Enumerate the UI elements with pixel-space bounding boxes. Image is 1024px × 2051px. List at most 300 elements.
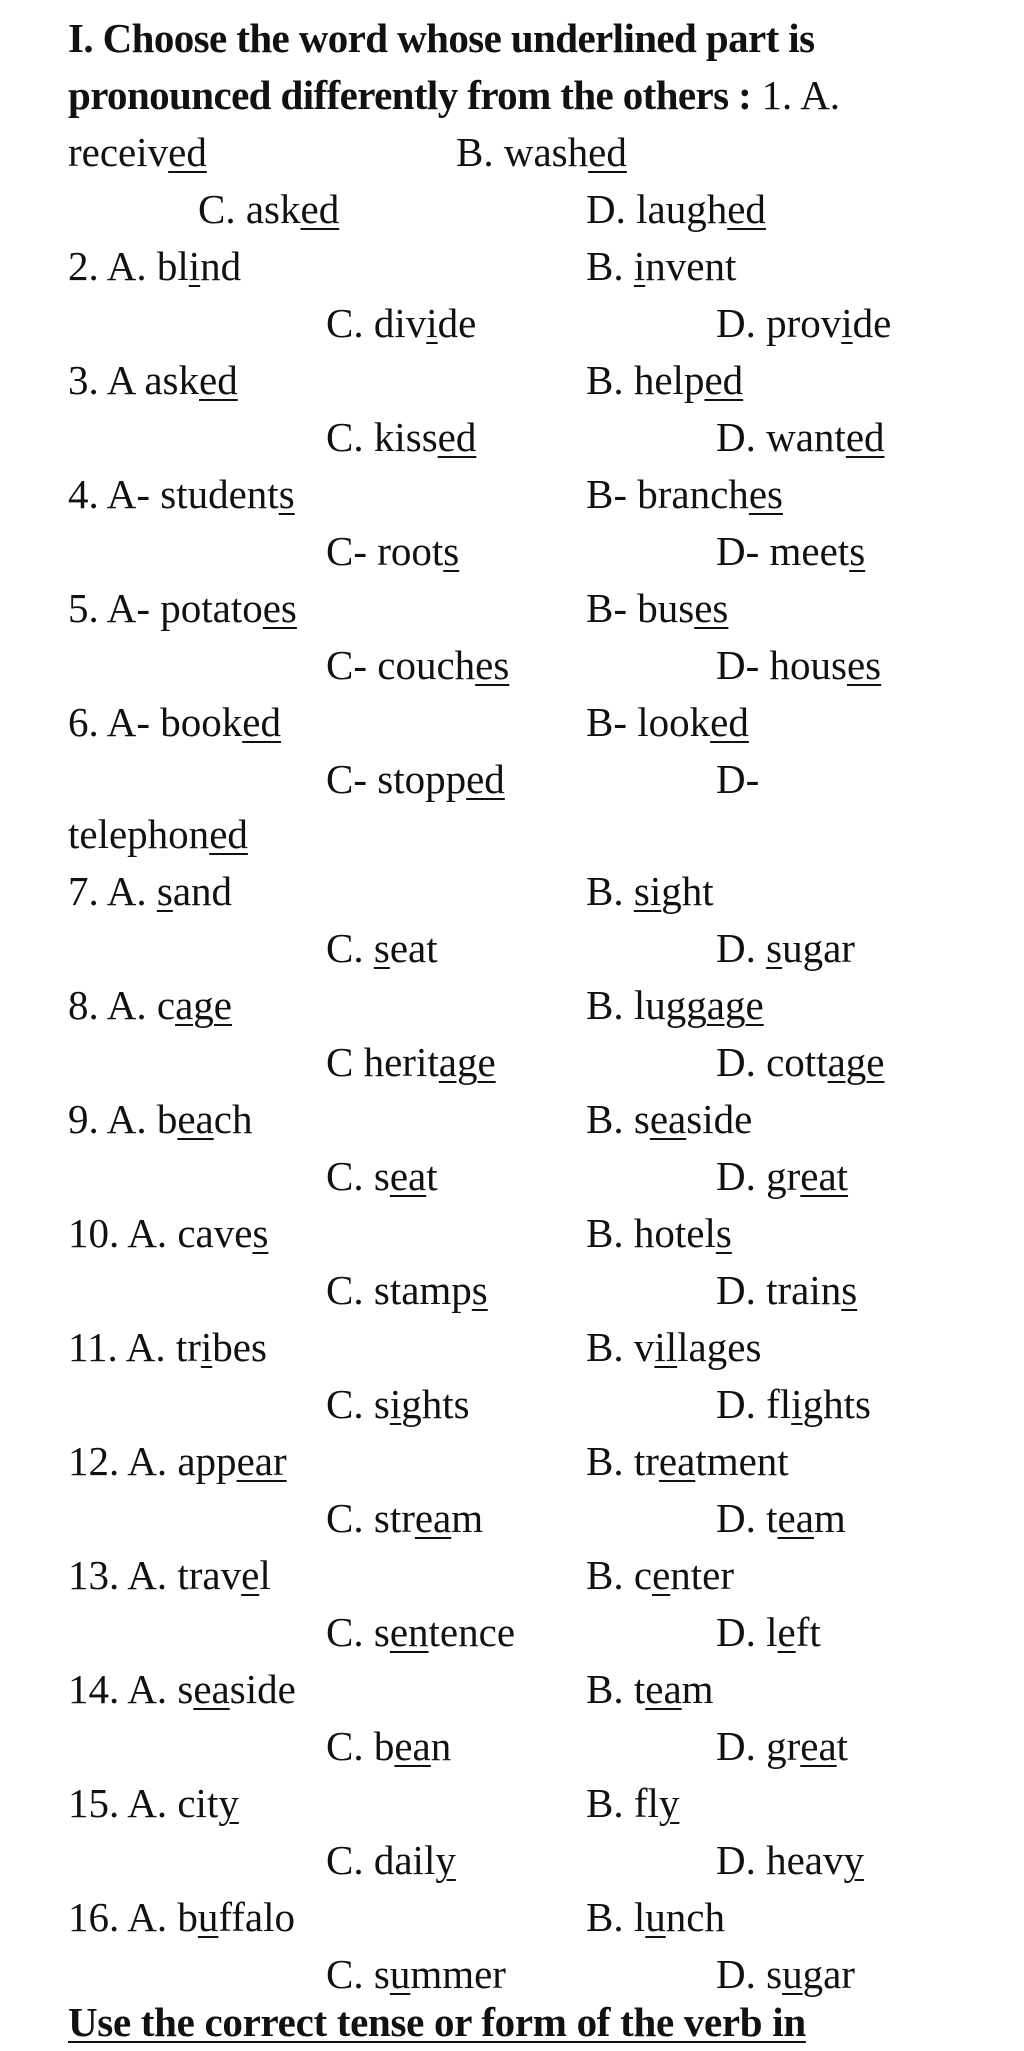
- underlined-part: ea: [389, 1153, 427, 1199]
- option-b-label: B-: [586, 585, 638, 631]
- word-part: side: [229, 1666, 296, 1712]
- question-9-row-1: [0, 1091, 1024, 1148]
- option-c-label: C.: [326, 1609, 374, 1655]
- word-part: trav: [177, 1552, 242, 1598]
- word-part: gr: [766, 1153, 801, 1199]
- question-8-row-2: [0, 1034, 1024, 1091]
- question-14-row-2: [0, 1718, 1024, 1775]
- option-b: [586, 1775, 679, 1832]
- word-part: ask: [144, 357, 199, 403]
- word-part: tment: [695, 1438, 789, 1484]
- option-c: [326, 751, 505, 808]
- underlined-part: age: [827, 1039, 885, 1085]
- option-b-label: B.: [586, 1096, 634, 1142]
- option-b-label: B-: [586, 471, 638, 517]
- option-c-label: C.: [326, 414, 374, 460]
- underlined-part: age: [438, 1039, 496, 1085]
- option-a-label: 13. A.: [68, 1552, 178, 1598]
- underlined-part: ea: [177, 1096, 214, 1142]
- option-a: [68, 1547, 271, 1604]
- option-b: [586, 1433, 789, 1490]
- underlined-part: u: [389, 1951, 411, 1997]
- word-part: hotel: [633, 1210, 716, 1256]
- word-part: want: [766, 414, 846, 460]
- option-a: [68, 1889, 295, 1946]
- underlined-part: ed: [710, 699, 749, 745]
- option-c-label: C.: [326, 300, 374, 346]
- word-part: m: [451, 1495, 484, 1541]
- option-a: [68, 863, 232, 920]
- word-part: side: [686, 1096, 753, 1142]
- word-part: nch: [665, 1894, 725, 1940]
- underlined-part: y: [218, 1780, 239, 1826]
- option-d-label: D.: [716, 1495, 767, 1541]
- word-part: eat: [389, 925, 438, 971]
- question-14-row-1: [0, 1661, 1024, 1718]
- word-part: ght: [661, 868, 714, 914]
- question-2-row-2: [0, 295, 1024, 352]
- underlined-part: y: [435, 1837, 456, 1883]
- word-part: hous: [769, 642, 847, 688]
- underlined-part: es: [846, 642, 882, 688]
- option-a: [68, 352, 238, 409]
- option-c-label: C.: [326, 1951, 374, 1997]
- word-part: herit: [363, 1039, 439, 1085]
- question-13-row-1: [0, 1547, 1024, 1604]
- word-part: help: [633, 357, 705, 403]
- word-part: ghts: [401, 1381, 470, 1427]
- option-a-label: 4. A-: [68, 471, 161, 517]
- question-6-row-1: [0, 694, 1024, 751]
- option-a-label: 6. A-: [68, 699, 161, 745]
- word-part: ghts: [802, 1381, 871, 1427]
- word-part: ffalo: [218, 1894, 296, 1940]
- word-part: t: [426, 1153, 438, 1199]
- option-d: [716, 523, 865, 580]
- option-d: [716, 409, 885, 466]
- option-b-label: B-: [586, 699, 638, 745]
- question-11-row-2: [0, 1376, 1024, 1433]
- option-b: [586, 352, 743, 409]
- option-b: [586, 977, 764, 1034]
- underlined-part: u: [645, 1894, 666, 1940]
- question-1-label: 1. A.: [751, 72, 841, 118]
- word-part: l: [633, 1894, 646, 1940]
- option-a-label: 12. A.: [68, 1438, 178, 1484]
- option-b: [586, 694, 749, 751]
- question-3-row-2: [0, 409, 1024, 466]
- word-part: s: [177, 1666, 194, 1712]
- underlined-part: i: [633, 243, 646, 289]
- option-c: [326, 1490, 483, 1547]
- question-5-row-1: [0, 580, 1024, 637]
- option-d: [716, 1718, 848, 1775]
- option-b-label: B.: [586, 1552, 634, 1598]
- underlined-part: ea: [658, 1438, 696, 1484]
- question-8-row-1: [0, 977, 1024, 1034]
- question-11-row-1: [0, 1319, 1024, 1376]
- option-c-label: C-: [326, 528, 378, 574]
- option-a-label: 11. A.: [68, 1324, 176, 1370]
- option-d: [716, 1034, 885, 1091]
- option-b-label: B.: [586, 1438, 634, 1484]
- word-part: book: [160, 699, 243, 745]
- underlined-part: es: [475, 642, 510, 688]
- word-part: prov: [766, 300, 842, 346]
- option-a-label: 14. A.: [68, 1666, 178, 1712]
- option-d-label: D.: [716, 300, 767, 346]
- word-part: ugar: [782, 925, 855, 971]
- option-c-label: C.: [326, 1495, 374, 1541]
- option-d: [716, 920, 855, 977]
- option-a: [68, 1205, 268, 1262]
- word-part: de: [852, 300, 892, 346]
- instruction-title: I. Choose the word whose underlined part is: [68, 15, 815, 61]
- option-c-label: C.: [326, 1267, 374, 1313]
- option-b: [586, 1889, 725, 1946]
- option-a-label: 5. A-: [68, 585, 161, 631]
- question-12-row-2: [0, 1490, 1024, 1547]
- option-c: C. asked: [198, 186, 340, 232]
- word-part: t: [633, 1666, 646, 1712]
- underlined-part: ed: [845, 414, 885, 460]
- option-b: [586, 580, 728, 637]
- word-part: tr: [633, 1438, 659, 1484]
- option-a: received: [68, 129, 207, 175]
- underlined-part: s: [278, 471, 295, 517]
- underlined-part: e: [652, 1552, 671, 1598]
- word-part: cit: [177, 1780, 219, 1826]
- option-d: [716, 1832, 864, 1889]
- word-part: lages: [677, 1324, 762, 1370]
- option-d-label: D.: [716, 1609, 767, 1655]
- option-b-label: B.: [586, 1894, 634, 1940]
- underlined-part: age: [706, 982, 764, 1028]
- option-b: [586, 466, 783, 523]
- question-4-row-1: [0, 466, 1024, 523]
- word-part: n: [430, 1723, 452, 1769]
- word-part: s: [633, 1096, 650, 1142]
- word-part: t: [836, 1723, 849, 1769]
- word-part: meet: [769, 528, 850, 574]
- underlined-part: ea: [800, 1723, 837, 1769]
- word-part: train: [766, 1267, 842, 1313]
- option-c: [326, 295, 476, 352]
- option-b-label: B.: [586, 357, 634, 403]
- question-16-row-1: [0, 1889, 1024, 1946]
- option-c-label: C: [326, 1039, 364, 1085]
- option-d-label: D.: [716, 1723, 767, 1769]
- word-part: and: [172, 868, 233, 914]
- option-a-label: 3. A: [68, 357, 145, 403]
- word-part: cott: [766, 1039, 828, 1085]
- word-part: look: [637, 699, 711, 745]
- option-d: [716, 1148, 848, 1205]
- option-d-label: D-: [716, 756, 760, 802]
- question-10-row-1: [0, 1205, 1024, 1262]
- underlined-part: ed: [466, 756, 505, 802]
- word-part: s: [766, 1951, 783, 1997]
- instruction-line-2: [0, 67, 1024, 124]
- word-part: l: [259, 1552, 271, 1598]
- underlined-part: ed: [199, 357, 238, 403]
- underlined-part: ea: [649, 1096, 687, 1142]
- option-b: [586, 863, 714, 920]
- underlined-part: ed: [242, 699, 281, 745]
- underlined-part: y: [843, 1837, 865, 1883]
- option-b: [586, 1319, 761, 1376]
- underlined-part: i: [791, 1381, 803, 1427]
- option-c: [326, 523, 459, 580]
- word-part: ch: [213, 1096, 253, 1142]
- underlined-part: si: [633, 868, 662, 914]
- word-part: s: [373, 1951, 390, 1997]
- option-c: [326, 1604, 515, 1661]
- option-b: [586, 1547, 734, 1604]
- word-part: t: [766, 1495, 778, 1541]
- word-part: div: [373, 300, 427, 346]
- word-part: mmer: [410, 1951, 506, 1997]
- option-d-label: D.: [716, 1837, 767, 1883]
- underlined-part: ea: [193, 1666, 230, 1712]
- underlined-part: es: [262, 585, 297, 631]
- question-1-row-1: [0, 124, 1024, 181]
- word-part: bes: [212, 1324, 267, 1370]
- question-3-row-1: [0, 352, 1024, 409]
- option-b: B. washed: [456, 129, 627, 175]
- word-part: nvent: [645, 243, 737, 289]
- word-part: v: [633, 1324, 655, 1370]
- question-4-row-2: [0, 523, 1024, 580]
- instruction-title-cont: pronounced differently from the others :: [68, 72, 752, 118]
- option-a: [68, 580, 297, 637]
- word-part: l: [766, 1609, 778, 1655]
- word-part: stamp: [373, 1267, 472, 1313]
- question-7-row-1: [0, 863, 1024, 920]
- option-c-label: C.: [326, 1723, 374, 1769]
- word-part: root: [377, 528, 444, 574]
- word-part: app: [177, 1438, 237, 1484]
- option-c-label: C.: [326, 1837, 374, 1883]
- word-part: c: [633, 1552, 653, 1598]
- option-d: [716, 1262, 857, 1319]
- underlined-part: i: [841, 300, 853, 346]
- option-b: [586, 1661, 714, 1718]
- underlined-part: ea: [394, 1723, 431, 1769]
- word-part: str: [373, 1495, 415, 1541]
- underlined-part: ear: [236, 1438, 287, 1484]
- question-6-wrap: [0, 806, 1024, 863]
- underlined-part: ed: [704, 357, 744, 403]
- word-part: gr: [766, 1723, 801, 1769]
- option-b: [586, 1205, 732, 1262]
- underlined-part: en: [389, 1609, 429, 1655]
- word-part: b: [156, 1096, 178, 1142]
- word-part: stopp: [377, 756, 467, 802]
- underlined-part: s: [252, 1210, 269, 1256]
- word-part: tence: [428, 1609, 516, 1655]
- option-b-label: B.: [586, 243, 634, 289]
- question-15-row-2: [0, 1832, 1024, 1889]
- underlined-part: e: [241, 1552, 260, 1598]
- option-a: [68, 1091, 252, 1148]
- option-c-label: C.: [326, 1153, 374, 1199]
- option-d-continued: telephoned: [68, 811, 248, 857]
- option-c: [326, 1718, 451, 1775]
- word-part: gar: [802, 1951, 855, 1997]
- underlined-part: i: [389, 1381, 402, 1427]
- option-c: [326, 637, 509, 694]
- underlined-part: i: [188, 243, 201, 289]
- word-part: cave: [177, 1210, 253, 1256]
- underlined-part: s: [715, 1210, 732, 1256]
- question-2-row-1: [0, 238, 1024, 295]
- option-a-label: 9. A.: [68, 1096, 157, 1142]
- word-part: m: [813, 1495, 846, 1541]
- word-part: lugg: [633, 982, 707, 1028]
- underlined-part: ea: [777, 1495, 814, 1541]
- option-a: [68, 466, 295, 523]
- underlined-part: s: [373, 925, 390, 971]
- option-b-label: B.: [586, 982, 634, 1028]
- word-part: nter: [670, 1552, 735, 1598]
- word-part: bus: [637, 585, 695, 631]
- option-d-label: D.: [716, 1267, 767, 1313]
- word-part: branch: [637, 471, 749, 517]
- word-part: potato: [160, 585, 263, 631]
- option-a-label: 2. A.: [68, 243, 157, 289]
- option-d: [716, 1376, 871, 1433]
- option-d: D. laughed: [586, 186, 766, 232]
- word-part: m: [681, 1666, 714, 1712]
- question-12-row-1: [0, 1433, 1024, 1490]
- option-c: [326, 1148, 438, 1205]
- word-part: nd: [200, 243, 242, 289]
- word-part: dail: [373, 1837, 436, 1883]
- option-c: [326, 1832, 456, 1889]
- option-c: [326, 1034, 496, 1091]
- option-d-label: D.: [716, 1039, 767, 1085]
- underlined-part: s: [443, 528, 460, 574]
- option-b-label: B.: [586, 1666, 634, 1712]
- option-a: [68, 1775, 239, 1832]
- option-a-label: 7. A.: [68, 868, 157, 914]
- underlined-part: u: [782, 1951, 803, 1997]
- underlined-part: ed: [437, 414, 477, 460]
- word-part: couch: [377, 642, 476, 688]
- option-c-label: C-: [326, 756, 378, 802]
- option-d: [716, 1490, 846, 1547]
- word-part: fl: [633, 1780, 659, 1826]
- word-part: ft: [795, 1609, 821, 1655]
- option-c: [326, 1376, 470, 1433]
- option-a: [68, 694, 281, 751]
- instruction-line-1: [0, 10, 1024, 67]
- option-c-label: C-: [326, 642, 378, 688]
- question-5-row-2: [0, 637, 1024, 694]
- word-part: fl: [766, 1381, 792, 1427]
- word-part: kiss: [373, 414, 438, 460]
- question-1-row-2: [0, 181, 1024, 238]
- underlined-part: i: [426, 300, 438, 346]
- underlined-part: ea: [645, 1666, 682, 1712]
- option-d: [716, 1604, 821, 1661]
- word-part: b: [177, 1894, 198, 1940]
- underlined-part: s: [841, 1267, 858, 1313]
- option-b: [586, 1091, 752, 1148]
- underlined-part: age: [175, 982, 232, 1028]
- option-d: [716, 751, 759, 808]
- underlined-part: s: [849, 528, 866, 574]
- underlined-part: ea: [414, 1495, 452, 1541]
- option-a-label: 10. A.: [68, 1210, 178, 1256]
- underlined-part: e: [777, 1609, 796, 1655]
- option-d-label: D.: [716, 1381, 767, 1427]
- question-9-row-2: [0, 1148, 1024, 1205]
- option-b-label: B.: [586, 1210, 634, 1256]
- option-c: [326, 920, 438, 977]
- option-c: [326, 409, 476, 466]
- option-a: [68, 1661, 296, 1718]
- option-a: [68, 1433, 287, 1490]
- option-d-label: D.: [716, 1153, 767, 1199]
- word-part: b: [373, 1723, 395, 1769]
- underlined-part: u: [197, 1894, 219, 1940]
- option-d-label: D.: [716, 414, 767, 460]
- option-d: [716, 637, 881, 694]
- option-d: [716, 295, 891, 352]
- option-d-label: D.: [716, 925, 767, 971]
- option-a-label: 16. A.: [68, 1894, 178, 1940]
- option-a-label: 8. A.: [68, 982, 157, 1028]
- option-c-label: C.: [326, 925, 374, 971]
- word-part: heav: [766, 1837, 844, 1883]
- question-7-row-2: [0, 920, 1024, 977]
- question-10-row-2: [0, 1262, 1024, 1319]
- word-part: bl: [156, 243, 189, 289]
- word-part: student: [160, 471, 279, 517]
- question-13-row-2: [0, 1604, 1024, 1661]
- word-part: de: [437, 300, 477, 346]
- underlined-part: es: [748, 471, 783, 517]
- option-b-label: B.: [586, 1324, 634, 1370]
- option-a-label: 15. A.: [68, 1780, 178, 1826]
- option-a: [68, 238, 241, 295]
- underlined-part: eat: [800, 1153, 849, 1199]
- word-part: s: [373, 1381, 390, 1427]
- word-part: tr: [175, 1324, 201, 1370]
- option-d-label: D-: [716, 528, 770, 574]
- underlined-part: s: [471, 1267, 488, 1313]
- underlined-part: s: [766, 925, 783, 971]
- option-a: [68, 1319, 267, 1376]
- option-a: [68, 977, 232, 1034]
- word-part: s: [373, 1609, 390, 1655]
- option-b-label: B.: [586, 1780, 634, 1826]
- question-6-row-2: [0, 751, 1024, 808]
- word-part: c: [156, 982, 176, 1028]
- underlined-part: y: [658, 1780, 680, 1826]
- underlined-part: i: [200, 1324, 213, 1370]
- option-d-label: D.: [716, 1951, 767, 1997]
- option-d-label: D-: [716, 642, 770, 688]
- underlined-part: s: [156, 868, 173, 914]
- option-c-label: C.: [326, 1381, 374, 1427]
- option-b: [586, 238, 736, 295]
- question-15-row-1: [0, 1775, 1024, 1832]
- next-section-heading: [0, 1994, 1024, 2051]
- underlined-part: es: [694, 585, 729, 631]
